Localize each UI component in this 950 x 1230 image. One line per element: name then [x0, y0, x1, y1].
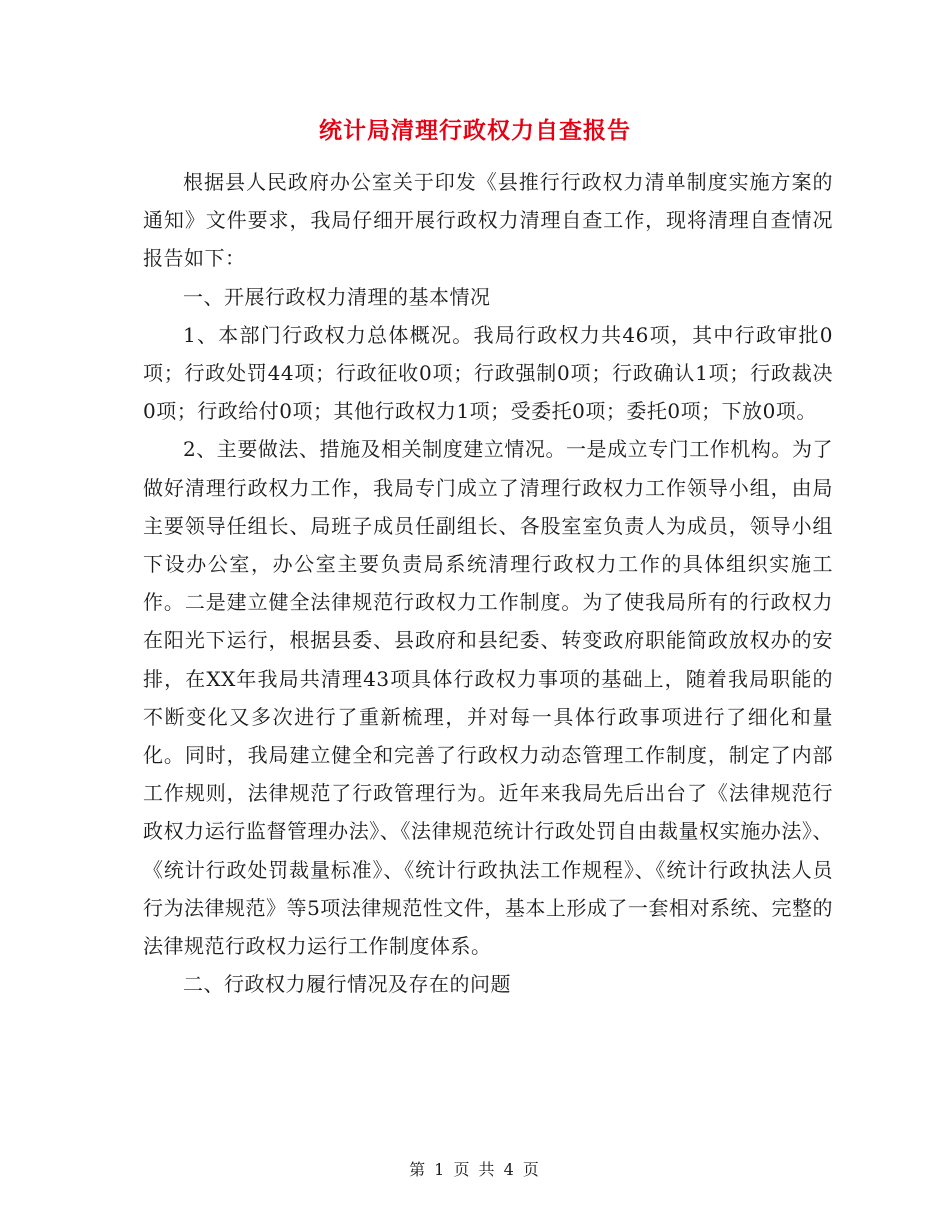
- paragraph-measures: 2、主要做法、措施及相关制度建立情况。一是成立专门工作机构。为了做好清理行政权力工作，我局专门成立了清理行政权力工作领导小组，由局主要领导任组长、局班子成员任副组长、各股室室负责人为成员，领导小组下设办公室，办公室主要负责局系统清理行政权力工作的具体组织实施工作。二是建立健全法律规范行政权力工作制度。为了使我局所有的行政权力在阳光下运行，根据县委、县政府和县纪委、转变政府职能简政放权办的安排，在XX年我局共清理43项具体行政权力事项的基础上，随着我局职能的不断变化又多次进行了重新梳理，并对每一具体行政事项进行了细化和量化。同时，我局建立健全和完善了行政权力动态管理工作制度，制定了内部工作规则，法律规范了行政管理行为。近年来我局先后出台了《法律规范行政权力运行监督管理办法》、《法律规范统计行政处罚自由裁量权实施办法》、《统计行政处罚裁量标准》、《统计行政执法工作规程》、《统计行政执法人员行为法律规范》等5项法律规范性文件，基本上形成了一套相对系统、完整的法律规范行政权力运行工作制度体系。: [143, 437, 833, 959]
- page-number: 第 1 页 共 4 页: [409, 1160, 541, 1179]
- document-title: 统计局清理行政权力自查报告: [319, 117, 631, 144]
- document-body: [143, 163, 833, 1003]
- paragraph-overview: 1、本部门行政权力总体概况。我局行政权力共46项，其中行政审批0项；行政处罚44项；行政征收0项；行政强制0项；行政确认1项；行政裁决0项；行政给付0项；其他行政权力1项；受委托0项；委托0项；下放0项。: [143, 322, 833, 424]
- section-heading-1: 一、开展行政权力清理的基本情况: [183, 284, 491, 309]
- section-heading-2: 二、行政权力履行情况及存在的问题: [183, 972, 511, 997]
- paragraph-intro: 根据县人民政府办公室关于印发《县推行行政权力清单制度实施方案的通知》文件要求，我局仔细开展行政权力清理自查工作，现将清理自查情况报告如下：: [143, 170, 833, 271]
